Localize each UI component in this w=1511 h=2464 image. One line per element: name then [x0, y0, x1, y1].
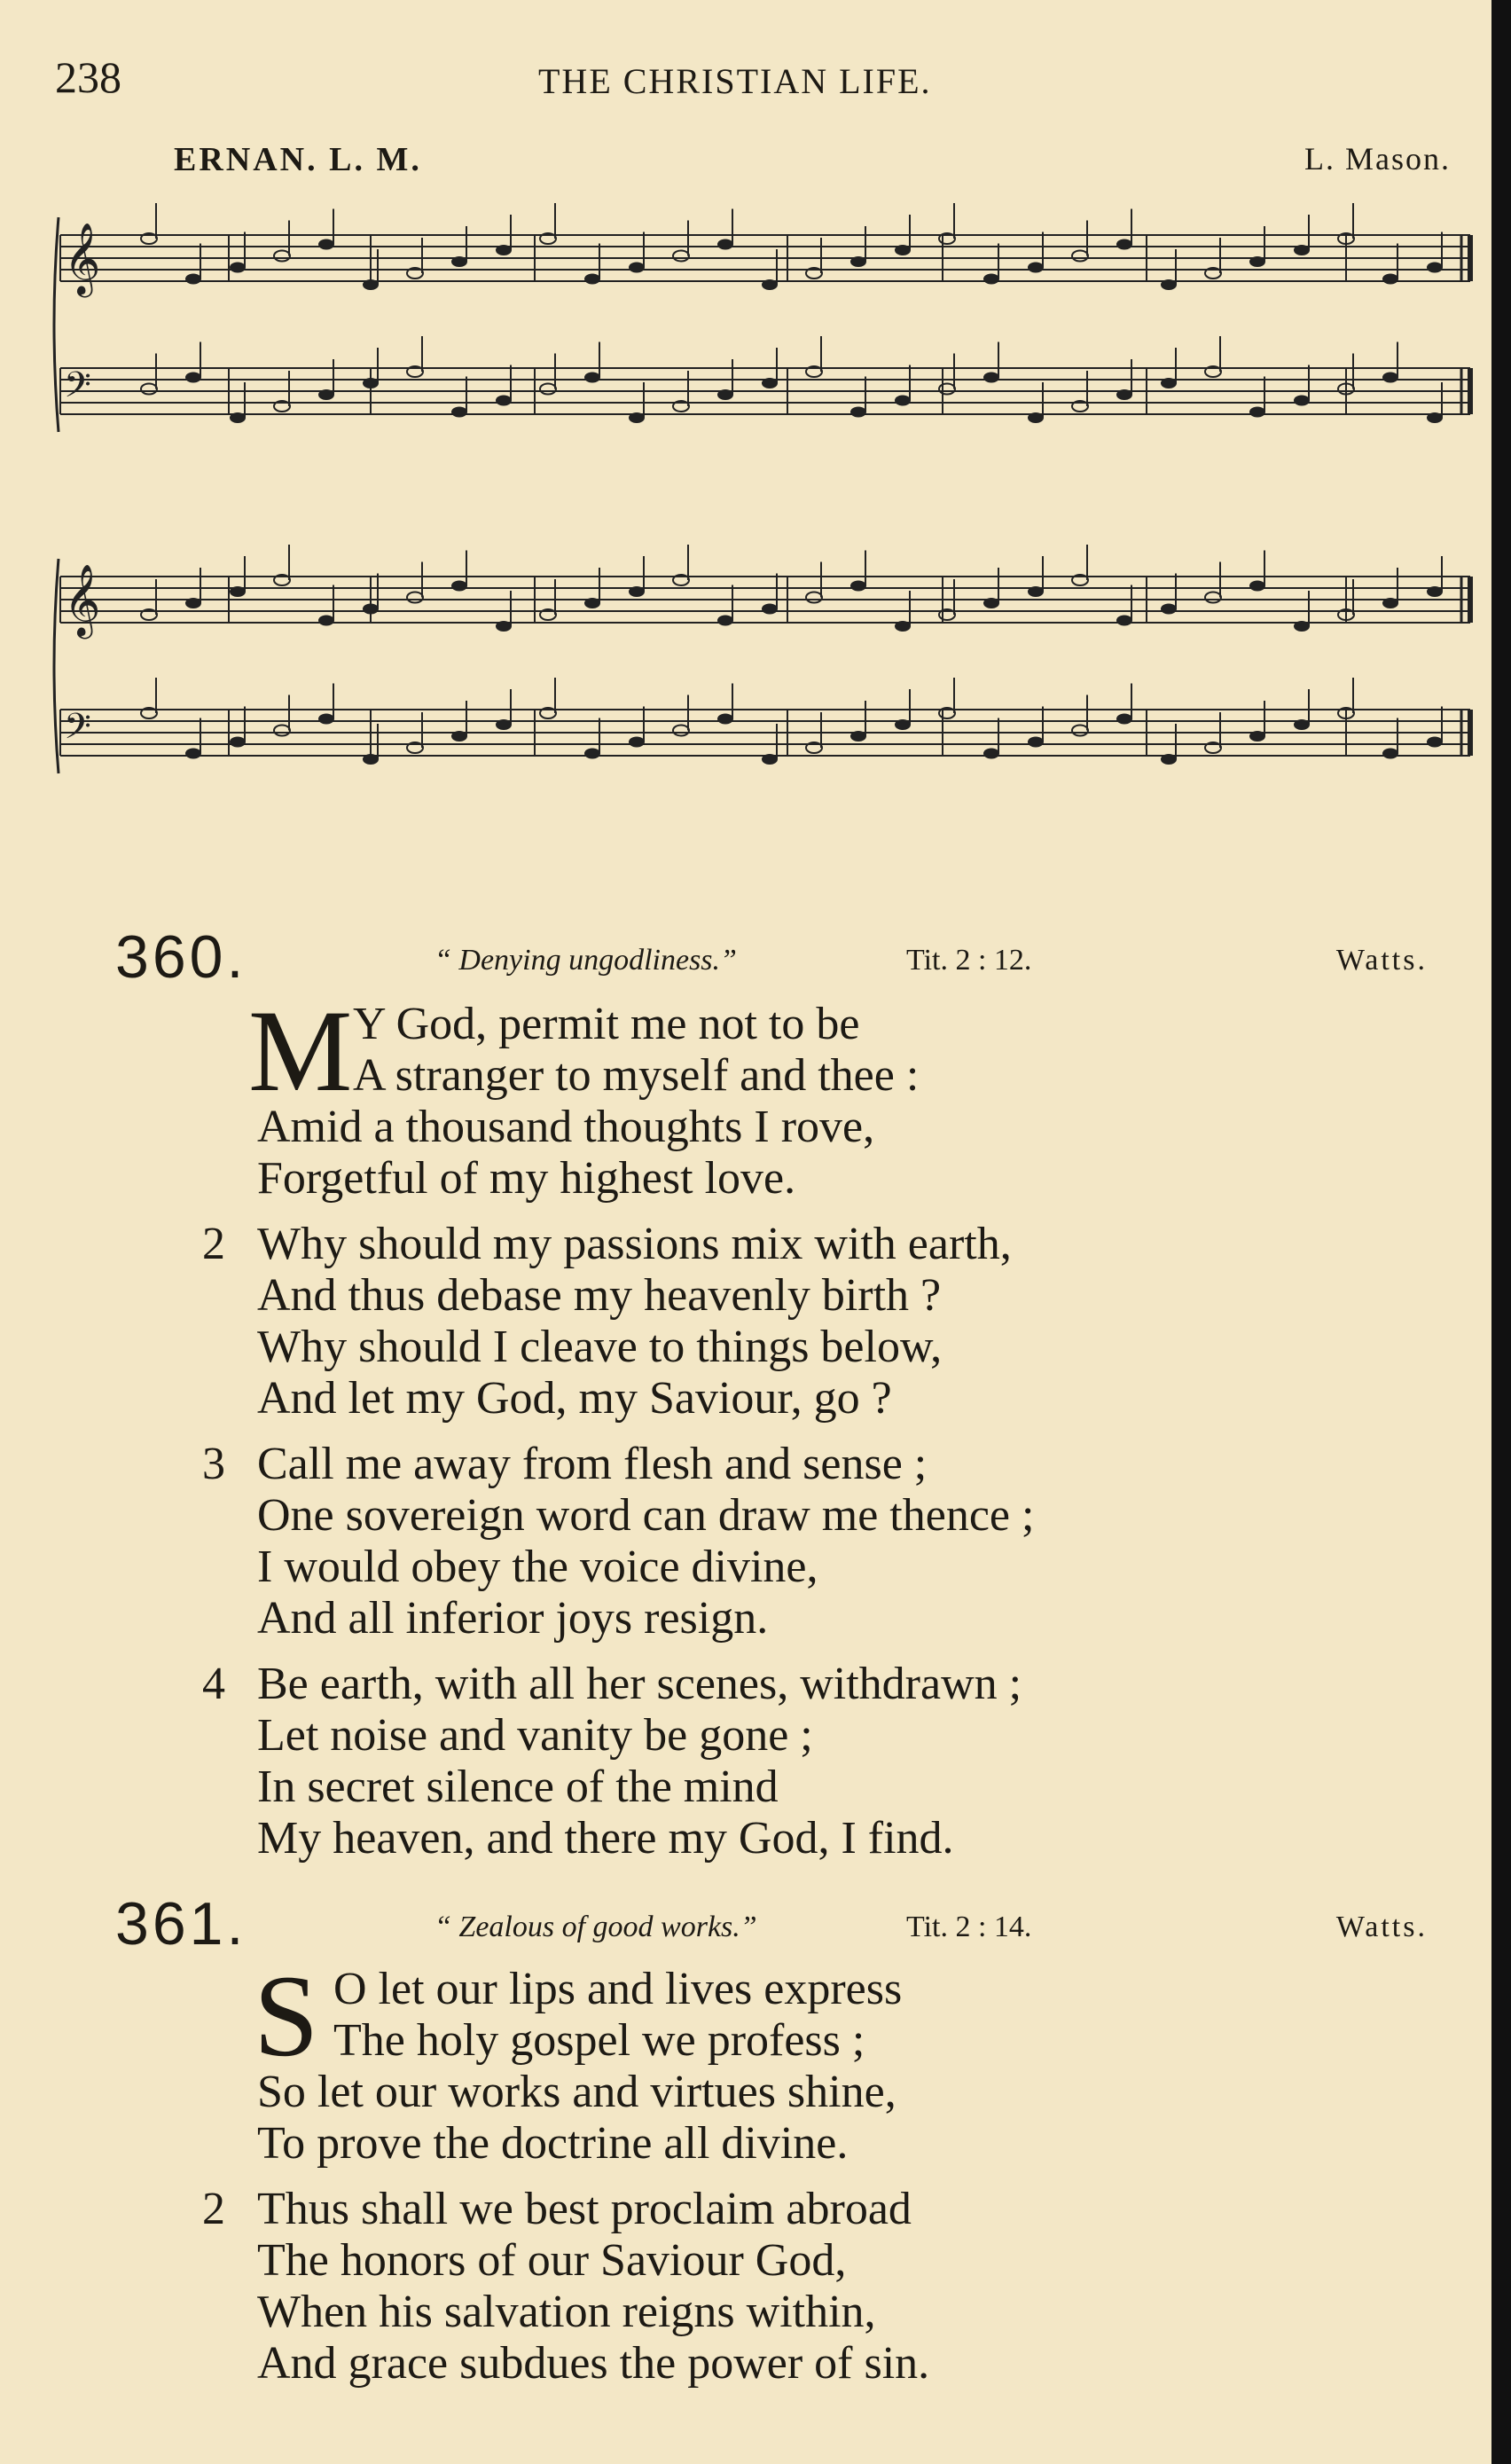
svg-text:𝄞: 𝄞 [64, 563, 101, 636]
stanza-line: In secret silence of the mind [257, 1762, 779, 1812]
running-title: THE CHRISTIAN LIFE. [538, 61, 932, 101]
hymn-scripture-reference: Tit. 2 : 14. [906, 1911, 1032, 1943]
stanza-line: Why should I cleave to things below, [257, 1322, 943, 1372]
stanza-line: Forgetful of my highest love. [257, 1153, 796, 1204]
music-score [51, 200, 1484, 900]
stanza-line: My heaven, and there my God, I find. [257, 1813, 954, 1864]
page-edge [1491, 0, 1511, 2464]
stanza-line: The honors of our Saviour God, [257, 2235, 847, 2286]
hymn-author: Watts. [1335, 944, 1428, 977]
stanza-line: To prove the doctrine all divine. [257, 2118, 849, 2169]
stanza-line: One sovereign word can draw me thence ; [257, 1490, 1035, 1541]
hymn-scripture-reference: Tit. 2 : 12. [906, 944, 1032, 977]
stanza-line: I would obey the voice divine, [257, 1542, 818, 1592]
stanza-line: Y God, permit me not to be [353, 999, 860, 1049]
svg-text:𝄢: 𝄢 [64, 365, 91, 414]
stanza-line: And grace subdues the power of sin. [257, 2338, 930, 2389]
stanza-number: 4 [202, 1659, 225, 1709]
stanza-line: When his salvation reigns within, [257, 2287, 876, 2337]
hymn-360-stanza-1 [248, 985, 1410, 1205]
stanza-number: 2 [202, 1219, 225, 1269]
stanza-line: Amid a thousand thoughts I rove, [257, 1102, 875, 1152]
hymn-motto: “ Denying ungodliness.” [435, 944, 737, 977]
hymn-number: 361. [115, 1890, 247, 1958]
hymn-360-stanza-4 [202, 1659, 1410, 1864]
stanza-line: Let noise and vanity be gone ; [257, 1710, 813, 1761]
stanza-line: And all inferior joys resign. [257, 1593, 769, 1644]
stanza-number: 3 [202, 1439, 225, 1489]
stanza-number: 2 [202, 2184, 225, 2234]
page-number: 238 [55, 52, 121, 102]
hymn-360-stanza-2 [202, 1219, 1410, 1424]
hymn-number: 360. [115, 923, 247, 991]
svg-text:𝄞: 𝄞 [64, 222, 101, 294]
stanza-line: And thus debase my heavenly birth ? [257, 1270, 942, 1321]
stanza-line: O let our lips and lives express [333, 1964, 903, 2014]
drop-cap: M [248, 985, 353, 1116]
stanza-line: Why should my passions mix with earth, [257, 1219, 1012, 1269]
stanza-line: The holy gospel we profess ; [333, 2015, 865, 2066]
tune-composer: L. Mason. [1304, 141, 1451, 177]
page-header [55, 51, 1438, 105]
svg-text:𝄢: 𝄢 [64, 706, 91, 756]
stanza-line: Call me away from flesh and sense ; [257, 1439, 928, 1489]
hymn-360-stanza-3 [202, 1439, 1410, 1644]
hymn-motto: “ Zealous of good works.” [435, 1911, 757, 1943]
hymn-361-stanza-1 [254, 1950, 1410, 2170]
stanza-line: A stranger to myself and thee : [353, 1050, 920, 1101]
stanza-line: Thus shall we best proclaim abroad [257, 2184, 912, 2234]
stanza-line: So let our works and virtues shine, [257, 2067, 896, 2117]
hymn-361-stanza-2 [202, 2184, 1410, 2389]
drop-cap: S [254, 1950, 319, 2081]
hymn-author: Watts. [1335, 1911, 1428, 1943]
stanza-line: And let my God, my Saviour, go ? [257, 1373, 892, 1424]
tune-name: ERNAN. L. M. [174, 141, 422, 178]
stanza-line: Be earth, with all her scenes, withdrawn ; [257, 1659, 1022, 1709]
tune-heading [174, 140, 1451, 188]
